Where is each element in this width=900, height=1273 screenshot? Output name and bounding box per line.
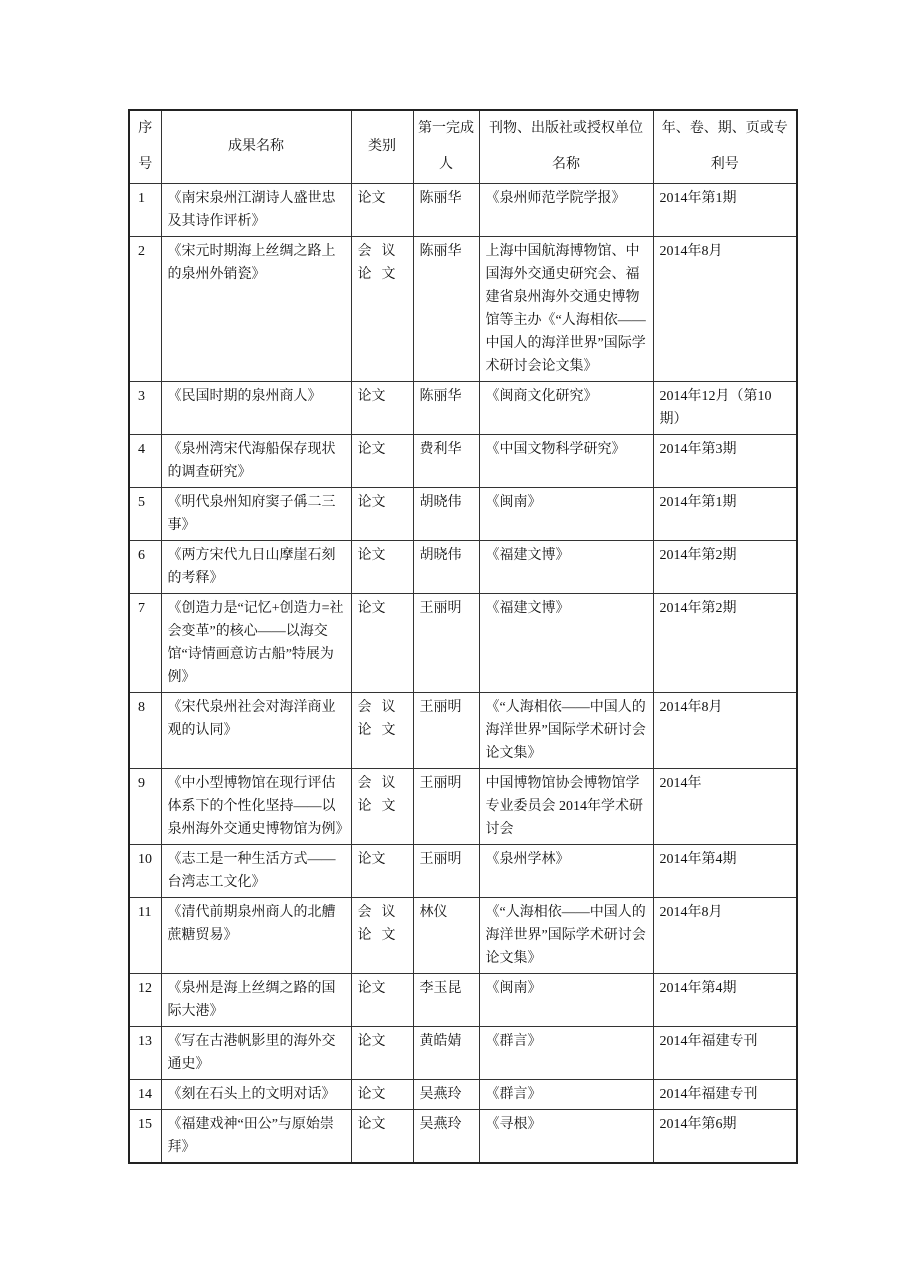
volume-issue: 2014年第3期: [653, 435, 797, 488]
category: 论文: [351, 594, 413, 693]
publisher: 《群言》: [479, 1027, 653, 1080]
category: 论文: [351, 541, 413, 594]
row-index: 7: [129, 594, 161, 693]
publisher: 《中国文物科学研究》: [479, 435, 653, 488]
first-author: 黄皓婧: [413, 1027, 479, 1080]
row-index: 3: [129, 382, 161, 435]
row-index: 8: [129, 693, 161, 769]
category: 会议论文: [351, 693, 413, 769]
first-author: 费利华: [413, 435, 479, 488]
first-author: 胡晓伟: [413, 541, 479, 594]
table-row: [129, 769, 797, 845]
row-index: 12: [129, 974, 161, 1027]
first-author: 王丽明: [413, 769, 479, 845]
table-row: [129, 693, 797, 769]
table-row: [129, 184, 797, 237]
category: 论文: [351, 1080, 413, 1110]
category: 会议论文: [351, 237, 413, 382]
first-author: 陈丽华: [413, 382, 479, 435]
achievement-title: 《宋代泉州社会对海洋商业观的认同》: [161, 693, 351, 769]
volume-issue: 2014年8月: [653, 898, 797, 974]
category: 论文: [351, 1027, 413, 1080]
publisher: 中国博物馆协会博物馆学专业委员会 2014年学术研讨会: [479, 769, 653, 845]
first-author: 吴燕玲: [413, 1110, 479, 1164]
table-row: [129, 1080, 797, 1110]
volume-issue: 2014年8月: [653, 237, 797, 382]
achievement-title: 《泉州是海上丝绸之路的国际大港》: [161, 974, 351, 1027]
table-row: [129, 845, 797, 898]
achievement-title: 《志工是一种生活方式——台湾志工文化》: [161, 845, 351, 898]
volume-issue: 2014年第4期: [653, 845, 797, 898]
table-row: [129, 1110, 797, 1164]
header-publisher: 刊物、出版社或授权单位名称: [479, 110, 653, 184]
volume-issue: 2014年第6期: [653, 1110, 797, 1164]
achievement-title: 《宋元时期海上丝绸之路上的泉州外销瓷》: [161, 237, 351, 382]
first-author: 胡晓伟: [413, 488, 479, 541]
publisher: 《泉州学林》: [479, 845, 653, 898]
category: 论文: [351, 488, 413, 541]
row-index: 15: [129, 1110, 161, 1164]
row-index: 5: [129, 488, 161, 541]
achievement-title: 《写在古港帆影里的海外交通史》: [161, 1027, 351, 1080]
volume-issue: 2014年第1期: [653, 184, 797, 237]
publisher: 《闽南》: [479, 974, 653, 1027]
publisher: 《闽商文化研究》: [479, 382, 653, 435]
volume-issue: 2014年第2期: [653, 541, 797, 594]
achievement-title: 《中小型博物馆在现行评估体系下的个性化坚持——以泉州海外交通史博物馆为例》: [161, 769, 351, 845]
header-category: 类别: [351, 110, 413, 184]
publisher: 《“人海相依——中国人的海洋世界”国际学术研讨会论文集》: [479, 898, 653, 974]
publisher: 上海中国航海博物馆、中国海外交通史研究会、福建省泉州海外交通史博物馆等主办《“人海相依——中国人的海洋世界”国际学术研讨会论文集》: [479, 237, 653, 382]
category: 论文: [351, 184, 413, 237]
row-index: 11: [129, 898, 161, 974]
volume-issue: 2014年第4期: [653, 974, 797, 1027]
achievement-title: 《刻在石头上的文明对话》: [161, 1080, 351, 1110]
achievement-title: 《明代泉州知府窦子偁二三事》: [161, 488, 351, 541]
row-index: 4: [129, 435, 161, 488]
achievement-title: 《福建戏神“田公”与原始崇拜》: [161, 1110, 351, 1164]
volume-issue: 2014年第1期: [653, 488, 797, 541]
table-row: [129, 1027, 797, 1080]
achievement-title: 《创造力是“记忆+创造力=社会变革”的核心——以海交馆“诗情画意访古船”特展为例》: [161, 594, 351, 693]
achievements-table: [128, 109, 798, 1164]
table-row: [129, 237, 797, 382]
table-row: [129, 435, 797, 488]
publisher: 《福建文博》: [479, 594, 653, 693]
first-author: 陈丽华: [413, 237, 479, 382]
row-index: 1: [129, 184, 161, 237]
volume-issue: 2014年12月（第10期）: [653, 382, 797, 435]
publisher: 《寻根》: [479, 1110, 653, 1164]
row-index: 2: [129, 237, 161, 382]
header-first-author: 第一完成人: [413, 110, 479, 184]
row-index: 14: [129, 1080, 161, 1110]
volume-issue: 2014年: [653, 769, 797, 845]
first-author: 王丽明: [413, 594, 479, 693]
first-author: 王丽明: [413, 693, 479, 769]
row-index: 6: [129, 541, 161, 594]
volume-issue: 2014年福建专刊: [653, 1080, 797, 1110]
table-row: [129, 488, 797, 541]
volume-issue: 2014年8月: [653, 693, 797, 769]
category: 论文: [351, 1110, 413, 1164]
header-title: 成果名称: [161, 110, 351, 184]
table-row: [129, 594, 797, 693]
publisher: 《泉州师范学院学报》: [479, 184, 653, 237]
achievement-title: 《民国时期的泉州商人》: [161, 382, 351, 435]
row-index: 9: [129, 769, 161, 845]
achievement-title: 《泉州湾宋代海船保存现状的调查研究》: [161, 435, 351, 488]
header-index: 序号: [129, 110, 161, 184]
category: 论文: [351, 435, 413, 488]
publisher: 《闽南》: [479, 488, 653, 541]
category: 论文: [351, 845, 413, 898]
table-header-row: [129, 110, 797, 184]
table-row: [129, 382, 797, 435]
header-volume: 年、卷、期、页或专利号: [653, 110, 797, 184]
achievement-title: 《南宋泉州江湖诗人盛世忠及其诗作评析》: [161, 184, 351, 237]
volume-issue: 2014年福建专刊: [653, 1027, 797, 1080]
category: 会议论文: [351, 898, 413, 974]
achievement-title: 《清代前期泉州商人的北艚蔗糖贸易》: [161, 898, 351, 974]
first-author: 李玉昆: [413, 974, 479, 1027]
publisher: 《福建文博》: [479, 541, 653, 594]
row-index: 13: [129, 1027, 161, 1080]
table-row: [129, 974, 797, 1027]
achievement-title: 《两方宋代九日山摩崖石刻的考释》: [161, 541, 351, 594]
table-row: [129, 541, 797, 594]
first-author: 王丽明: [413, 845, 479, 898]
category: 论文: [351, 382, 413, 435]
category: 会议论文: [351, 769, 413, 845]
publisher: 《群言》: [479, 1080, 653, 1110]
first-author: 吴燕玲: [413, 1080, 479, 1110]
volume-issue: 2014年第2期: [653, 594, 797, 693]
publisher: 《“人海相依——中国人的海洋世界”国际学术研讨会论文集》: [479, 693, 653, 769]
first-author: 陈丽华: [413, 184, 479, 237]
category: 论文: [351, 974, 413, 1027]
first-author: 林仪: [413, 898, 479, 974]
row-index: 10: [129, 845, 161, 898]
table-row: [129, 898, 797, 974]
